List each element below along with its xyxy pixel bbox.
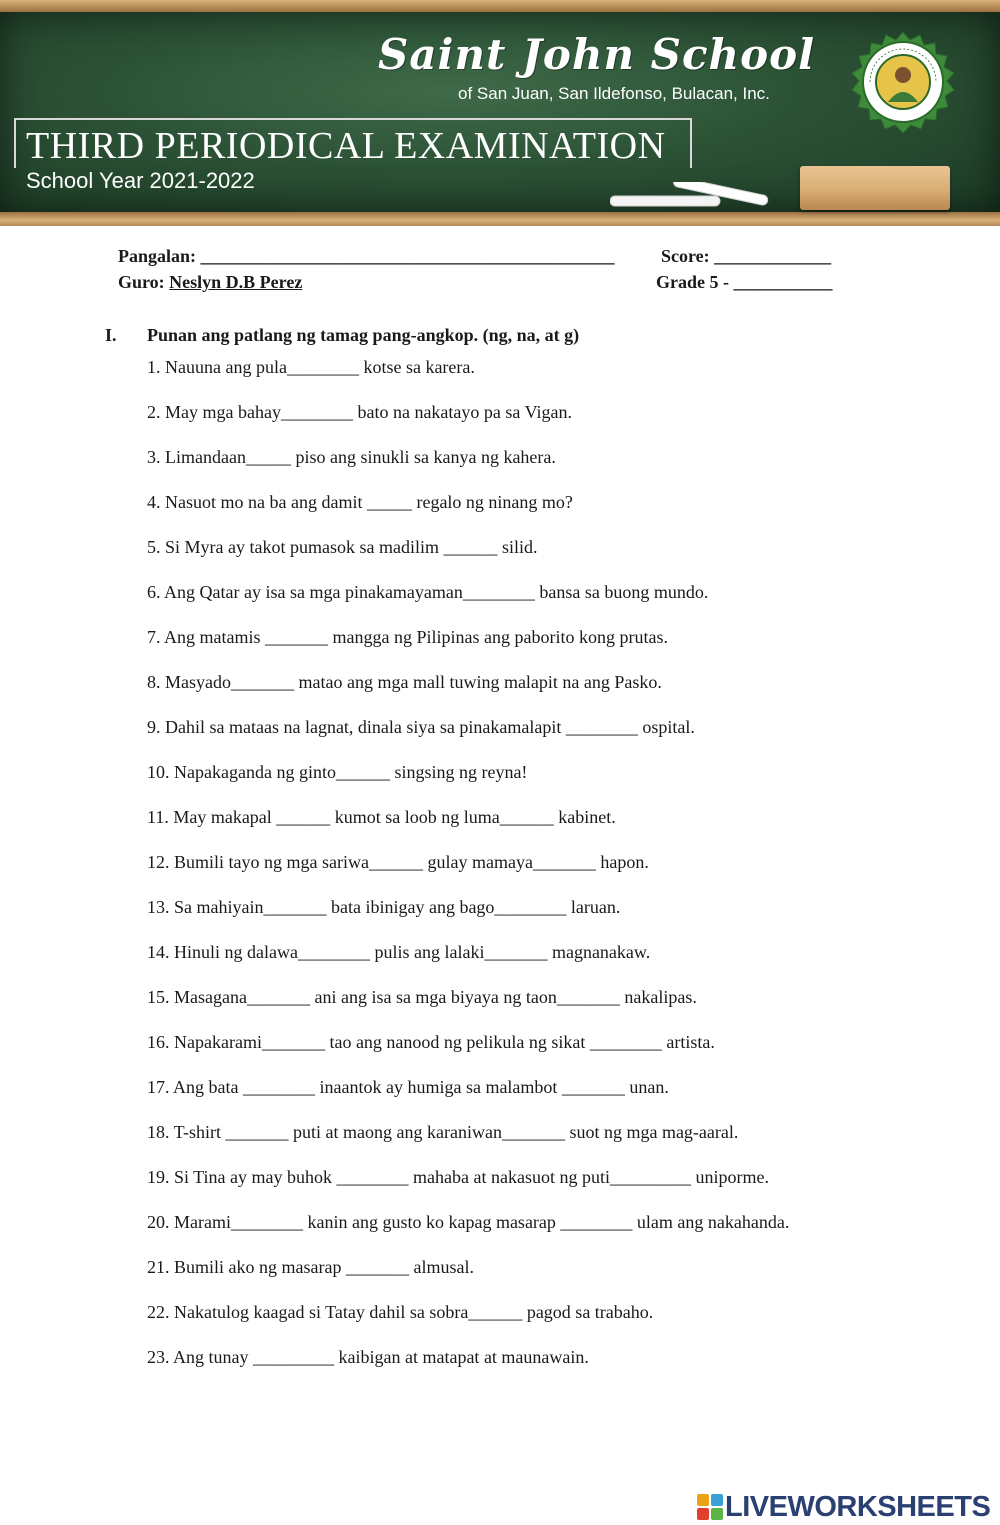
- question-item[interactable]: 23. Ang tunay _________ kaibigan at matapat at maunawain.: [147, 1347, 589, 1367]
- teacher-label: Guro:: [118, 272, 170, 292]
- section-number: I.: [105, 325, 117, 345]
- chalk-icon: [610, 182, 770, 210]
- question-item[interactable]: 9. Dahil sa mataas na lagnat, dinala siya sa pinakamalapit ________ ospital.: [147, 717, 695, 737]
- question-item[interactable]: 4. Nasuot mo na ba ang damit _____ regalo ng ninang mo?: [147, 492, 573, 512]
- liveworksheets-logo[interactable]: [697, 1490, 990, 1524]
- question-item[interactable]: 6. Ang Qatar ay isa sa mga pinakamayaman________ bansa sa buong mundo.: [147, 582, 709, 602]
- section-instruction: Punan ang patlang ng tamag pang-angkop. (ng, na, at g): [147, 325, 580, 345]
- school-address: of San Juan, San Ildefonso, Bulacan, Inc.: [458, 84, 770, 103]
- school-year: School Year 2021-2022: [26, 168, 255, 193]
- name-field[interactable]: Pangalan: ______________________________________________: [118, 246, 615, 266]
- question-item[interactable]: 13. Sa mahiyain_______ bata ibinigay ang bago________ laruan.: [147, 897, 621, 917]
- question-item[interactable]: 11. May makapal ______ kumot sa loob ng luma______ kabinet.: [147, 807, 616, 827]
- question-item[interactable]: 19. Si Tina ay may buhok ________ mahaba at nakasuot ng puti_________ uniporme.: [147, 1167, 769, 1187]
- board-frame-bottom: [0, 212, 1000, 226]
- question-item[interactable]: 1. Nauuna ang pula________ kotse sa karera.: [147, 357, 475, 377]
- question-item[interactable]: 16. Napakarami_______ tao ang nanood ng pelikula ng sikat ________ artista.: [147, 1032, 715, 1052]
- score-field[interactable]: Score: _____________: [661, 246, 832, 266]
- question-item[interactable]: 21. Bumili ako ng masarap _______ almusal.: [147, 1257, 474, 1277]
- liveworksheets-icon: [697, 1494, 723, 1520]
- question-item[interactable]: 8. Masyado_______ matao ang mga mall tuwing malapit na ang Pasko.: [147, 672, 662, 692]
- question-item[interactable]: 12. Bumili tayo ng mga sariwa______ gulay mamaya_______ hapon.: [147, 852, 649, 872]
- teacher-name: Neslyn D.B Perez: [169, 272, 303, 292]
- teacher-field: [118, 272, 302, 293]
- question-item[interactable]: 7. Ang matamis _______ mangga ng Pilipinas ang paborito kong prutas.: [147, 627, 668, 647]
- header-banner: [0, 0, 1000, 226]
- question-item[interactable]: 20. Marami________ kanin ang gusto ko kapag masarap ________ ulam ang nakahanda.: [147, 1212, 790, 1232]
- question-item[interactable]: 18. T-shirt _______ puti at maong ang karaniwan_______ suot ng mga mag-aaral.: [147, 1122, 739, 1142]
- school-name: Saint John School: [378, 30, 816, 79]
- question-item[interactable]: 2. May mga bahay________ bato na nakatayo pa sa Vigan.: [147, 402, 572, 422]
- question-item[interactable]: 10. Napakaganda ng ginto______ singsing ng reyna!: [147, 762, 528, 782]
- question-item[interactable]: 5. Si Myra ay takot pumasok sa madilim ______ silid.: [147, 537, 538, 557]
- question-list: [147, 355, 927, 1390]
- question-item[interactable]: 22. Nakatulog kaagad si Tatay dahil sa sobra______ pagod sa trabaho.: [147, 1302, 654, 1322]
- exam-title: THIRD PERIODICAL EXAMINATION: [26, 125, 666, 167]
- eraser-icon: [800, 166, 950, 210]
- board-frame-top: [0, 0, 1000, 12]
- question-item[interactable]: 14. Hinuli ng dalawa________ pulis ang lalaki_______ magnanakaw.: [147, 942, 651, 962]
- question-item[interactable]: 15. Masagana_______ ani ang isa sa mga biyaya ng taon_______ nakalipas.: [147, 987, 697, 1007]
- liveworksheets-brand: LIVEWORKSHEETS: [725, 1490, 991, 1523]
- question-item[interactable]: 17. Ang bata ________ inaantok ay humiga sa malambot _______ unan.: [147, 1077, 669, 1097]
- question-item[interactable]: 3. Limandaan_____ piso ang sinukli sa kanya ng kahera.: [147, 447, 556, 467]
- school-seal-icon: [848, 30, 958, 140]
- grade-field[interactable]: Grade 5 - ___________: [656, 272, 833, 292]
